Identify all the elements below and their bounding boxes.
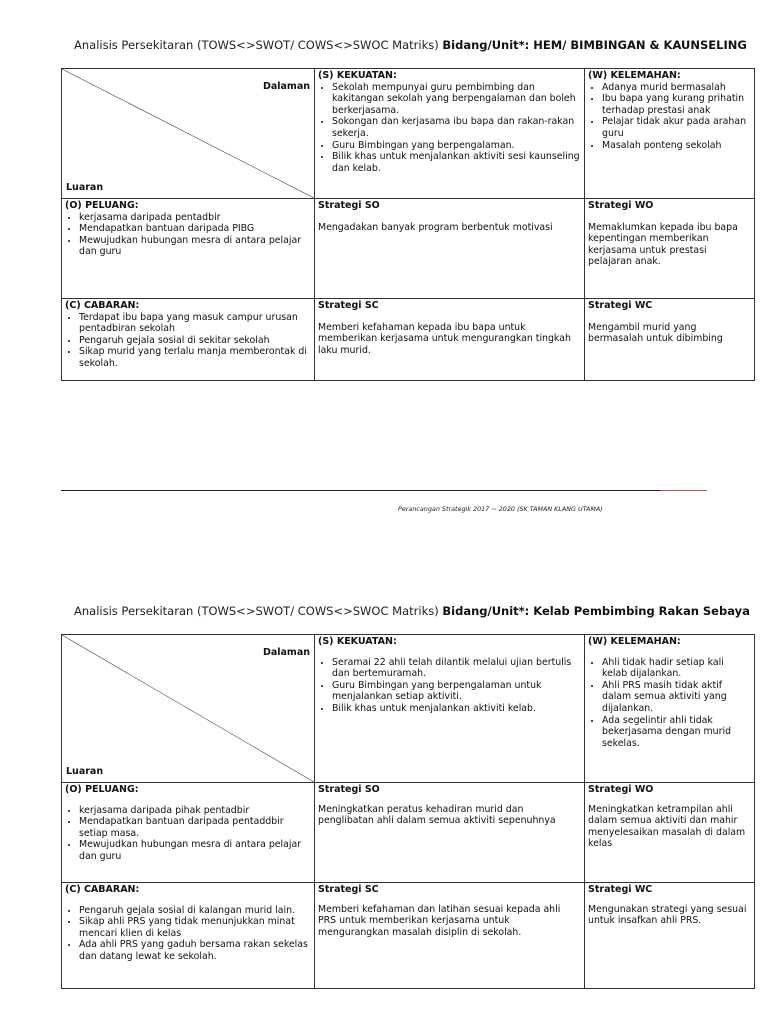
- strategi-sc-heading: Strategi SC: [318, 300, 379, 311]
- kekuatan-list: [318, 657, 581, 715]
- strategi-sc-text: Memberi kefahaman dan latihan sesuai kepada ahli PRS untuk memberikan kerjasama untuk mengurangkan masalah disiplin di sekolah.: [318, 903, 561, 938]
- list-item: • kerjasama daripada pentadbir: [79, 212, 311, 224]
- page-footer: Perancangan Strategik 2017 ~ 2020 (SK TAMAN KLANG UTAMA): [398, 505, 603, 513]
- strategi-so-text: Mengadakan banyak program berbentuk motivasi: [318, 221, 553, 233]
- strategi-wo-cell: [585, 783, 755, 883]
- peluang-cell: [62, 199, 315, 299]
- strategi-sc-text: Memberi kefahaman kepada ibu bapa untuk memberikan kerjasama untuk mengurangkan tingkah laku murid.: [318, 321, 571, 356]
- kelemahan-list: [588, 82, 751, 152]
- strategi-sc-cell: [315, 299, 585, 381]
- strategi-so-text: Meningkatkan peratus kehadiran murid dan penglibatan ahli dalam semua aktiviti sepenuhnya: [318, 803, 556, 827]
- strategi-wc-text: Mengunakan strategi yang sesuai untuk insafkan ahli PRS.: [588, 903, 747, 927]
- strategi-so-heading: Strategi SO: [318, 200, 380, 211]
- list-item: • Sekolah mempunyai guru pembimbing dan kakitangan sekolah yang berpengalaman dan boleh berkerjasama.: [332, 82, 581, 117]
- peluang-list: [65, 805, 311, 863]
- footer-rule-accent: [660, 490, 707, 491]
- kelemahan-cell: [585, 69, 755, 199]
- list-item: • Masalah ponteng sekolah: [602, 140, 751, 152]
- dalaman-label: Dalaman: [262, 81, 310, 92]
- kelemahan-cell: [585, 635, 755, 783]
- dalaman-label: Dalaman: [262, 647, 310, 658]
- list-item: • Ahli tidak hadir setiap kali kelab dijalankan.: [602, 657, 751, 680]
- list-item: • Pengaruh gejala sosial di sekitar sekolah: [79, 335, 311, 347]
- peluang-heading: (O) PELUANG:: [65, 200, 139, 211]
- strategi-wc-text: Mengambil murid yang bermasalah untuk dibimbing: [588, 321, 723, 345]
- section-2-title: [74, 604, 750, 618]
- list-item: • Terdapat ibu bapa yang masuk campur urusan pentadbiran sekolah: [79, 312, 311, 335]
- strategi-so-heading: Strategi SO: [318, 784, 380, 795]
- cabaran-cell: [62, 883, 315, 989]
- footer-rule: [61, 490, 707, 491]
- list-item: • Bilik khas untuk menjalankan aktiviti kelab.: [332, 703, 581, 715]
- list-item: • Mendapatkan bantuan daripada pentaddbir setiap masa.: [79, 816, 311, 839]
- strategi-so-cell: [315, 199, 585, 299]
- kekuatan-list: [318, 82, 581, 175]
- list-item: • Mewujudkan hubungan mesra di antara pelajar dan guru: [79, 235, 311, 258]
- list-item: • Adanya murid bermasalah: [602, 82, 751, 94]
- list-item: • Ada ahli PRS yang gaduh bersama rakan sekelas dan datang lewat ke sekolah.: [79, 939, 311, 962]
- section-1-title: [74, 38, 747, 52]
- list-item: • Mewujudkan hubungan mesra di antara pelajar dan guru: [79, 839, 311, 862]
- list-item: • Pengaruh gejala sosial di kalangan murid lain.: [79, 905, 311, 917]
- list-item: • Sokongan dan kerjasama ibu bapa dan rakan-rakan sekerja.: [332, 116, 581, 139]
- cabaran-cell: [62, 299, 315, 381]
- strategi-so-cell: [315, 783, 585, 883]
- section-1-title-unit: Bidang/Unit*: HEM/ BIMBINGAN & KAUNSELING: [442, 38, 747, 52]
- list-item: • kerjasama daripada pihak pentadbir: [79, 805, 311, 817]
- section-1-title-prefix: Analisis Persekitaran (TOWS<>SWOT/ COWS<>SWOC Matriks): [74, 38, 439, 52]
- strategi-wc-heading: Strategi WC: [588, 884, 653, 895]
- list-item: • Mendapatkan bantuan daripada PIBG: [79, 223, 311, 235]
- strategi-wc-heading: Strategi WC: [588, 300, 653, 311]
- list-item: • Ada segelintir ahli tidak bekerjasama dengan murid sekelas.: [602, 715, 751, 750]
- list-item: • Guru Bimbingan yang berpengalaman.: [332, 140, 581, 152]
- strategi-sc-heading: Strategi SC: [318, 884, 379, 895]
- strategi-wc-cell: [585, 883, 755, 989]
- list-item: • Ibu bapa yang kurang prihatin terhadap prestasi anak: [602, 93, 751, 116]
- strategi-wc-cell: [585, 299, 755, 381]
- kekuatan-cell: [315, 69, 585, 199]
- swot-matrix-1: [61, 68, 755, 381]
- strategi-wo-text: Memaklumkan kepada ibu bapa kepentingan memberikan kerjasama untuk prestasi pelajaran anak.: [588, 221, 738, 268]
- strategi-sc-cell: [315, 883, 585, 989]
- section-2-title-unit: Bidang/Unit*: Kelab Pembimbing Rakan Sebaya: [442, 604, 750, 618]
- cabaran-heading: (C) CABARAN:: [65, 884, 140, 895]
- luaran-label: Luaran: [66, 766, 104, 778]
- kelemahan-list: [588, 657, 751, 750]
- section-2-title-prefix: Analisis Persekitaran (TOWS<>SWOT/ COWS<>SWOC Matriks): [74, 604, 439, 618]
- list-item: • Sikap ahli PRS yang tidak menunjukkan minat mencari klien di kelas: [79, 916, 311, 939]
- cabaran-list: [65, 905, 311, 963]
- list-item: • Pelajar tidak akur pada arahan guru: [602, 116, 751, 139]
- kelemahan-heading: (W) KELEMAHAN:: [588, 70, 681, 81]
- kekuatan-heading: (S) KEKUATAN:: [318, 636, 397, 647]
- cabaran-heading: (C) CABARAN:: [65, 300, 140, 311]
- strategi-wo-text: Meningkatkan ketrampilan ahli dalam semua aktiviti dan mahir menyelesaikan masalah di dalam kelas: [588, 803, 746, 850]
- list-item: • Sikap murid yang terlalu manja memberontak di sekolah.: [79, 346, 311, 369]
- kelemahan-heading: (W) KELEMAHAN:: [588, 636, 681, 647]
- peluang-cell: [62, 783, 315, 883]
- peluang-heading: (O) PELUANG:: [65, 784, 139, 795]
- luaran-label: Luaran: [66, 182, 104, 194]
- strategi-wo-cell: [585, 199, 755, 299]
- kekuatan-cell: [315, 635, 585, 783]
- list-item: • Bilik khas untuk menjalankan aktiviti sesi kaunseling dan kelab.: [332, 151, 581, 174]
- peluang-list: [65, 212, 311, 258]
- swot-matrix-2: [61, 634, 755, 989]
- matrix-2-corner-cell: [62, 635, 315, 783]
- strategi-wo-heading: Strategi WO: [588, 784, 654, 795]
- cabaran-list: [65, 312, 311, 370]
- strategi-wo-heading: Strategi WO: [588, 200, 654, 211]
- list-item: • Seramai 22 ahli telah dilantik melalui ujian bertulis dan bertemuramah.: [332, 657, 581, 680]
- kekuatan-heading: (S) KEKUATAN:: [318, 70, 397, 81]
- list-item: • Ahli PRS masih tidak aktif dalam semua aktiviti yang dijalankan.: [602, 680, 751, 715]
- matrix-1-corner-cell: [62, 69, 315, 199]
- list-item: • Guru Bimbingan yang berpengalaman untuk menjalankan setiap aktiviti.: [332, 680, 581, 703]
